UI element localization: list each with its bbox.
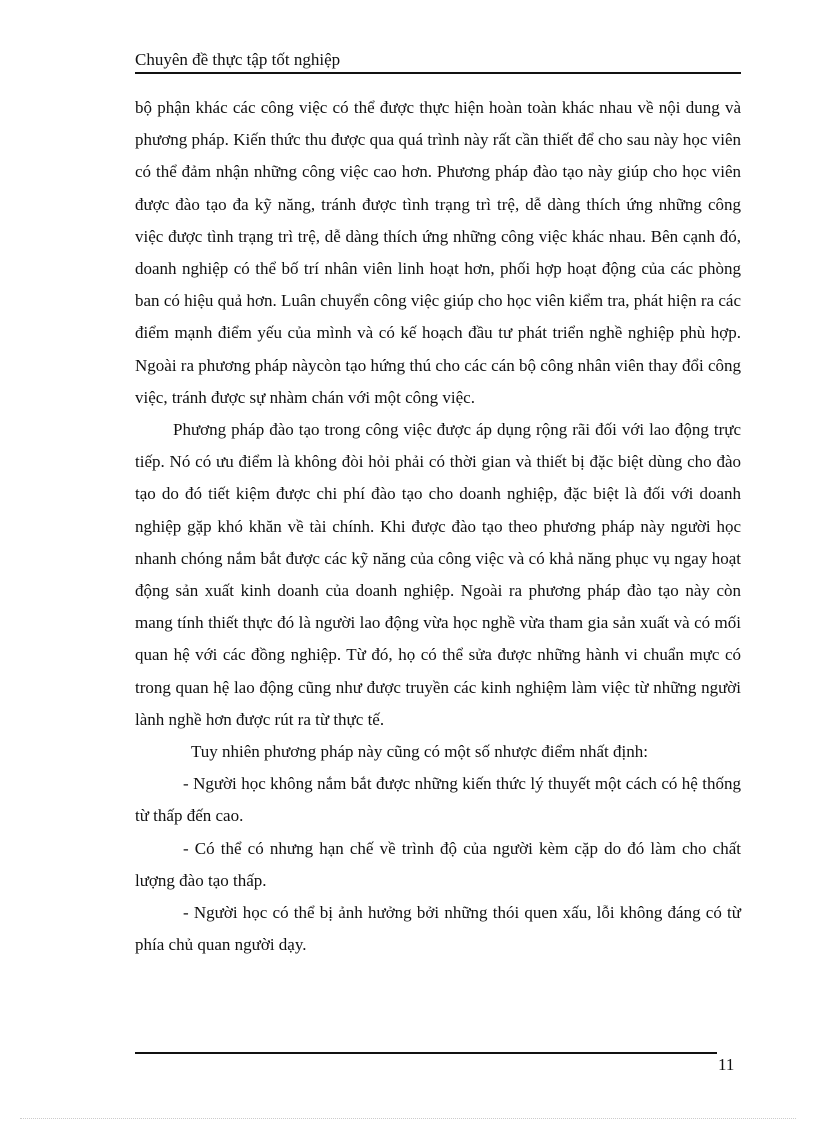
paragraph-disadvantages-intro: Tuy nhiên phương pháp này cũng có một số nhược điểm nhất định: [191, 742, 648, 762]
header-title: Chuyên đề thực tập tốt nghiệp [135, 50, 341, 69]
paragraph-continuation: bộ phận khác các công việc có thể được thực hiện hoàn toàn khác nhau về nội dung và phương pháp. Kiến thức thu được qua quá trình này rất cần thiết để cho sau này học viên có thể đảm nhận những công việc cao hơn. Phương pháp đào tạo này giúp cho học viên được đào tạo đa kỹ năng, tránh được tình trạng trì trệ, dễ dàng thích ứng những công việc được tình trạng trì trệ, dễ dàng thích ứng những công việc khác nhau. Bên cạnh đó, doanh nghiệp có thể bố trí nhân viên linh hoạt hơn, phối hợp hoạt động của các phòng ban có hiệu quả hơn. Luân chuyển công việc giúp cho học viên kiểm tra, phát hiện ra các điểm mạnh điểm yếu của mình và có kế hoạch đầu tư phát triển nghề nghiệp phù hợp. Ngoài ra phương pháp nàycòn tạo hứng thú cho các cán bộ công nhân viên thay đổi công việc, tránh được sự nhàm chán với một công việc. [135, 98, 741, 407]
list-item-disadvantage-1: - Người học không nắm bắt được những kiến thức lý thuyết một cách có hệ thống từ thấp đến cao. [135, 774, 741, 826]
document-body [135, 92, 741, 961]
footer-divider [135, 1052, 717, 1054]
page-bottom-edge [20, 1118, 796, 1119]
paragraph-on-the-job-training: Phương pháp đào tạo trong công việc được áp dụng rộng rãi đối với lao động trực tiếp. Nó có ưu điểm là không đòi hỏi phải có thời gian và thiết bị đặc biệt dùng cho đào tạo do đó tiết kiệm được chi phí đào tạo cho doanh nghiệp, đặc biệt là đối với doanh nghiệp gặp khó khăn về tài chính. Khi được đào tạo theo phương pháp này người học nhanh chóng nắm bắt được các kỹ năng của công việc và có khả năng phục vụ ngay hoạt động sản xuất kinh doanh của doanh nghiệp. Ngoài ra phương pháp đào tạo này còn mang tính thiết thực đó là người lao động vừa học nghề vừa tham gia sản xuất và có mối quan hệ với các đồng nghiệp. Từ đó, họ có thể sửa được những hành vi chuẩn mực có trong quan hệ lao động cũng như được truyền các kinh nghiệm làm việc từ những người lành nghề hơn được rút ra từ thực tế. [135, 420, 741, 729]
page-header [135, 50, 741, 74]
page-number: 11 [718, 1055, 735, 1074]
list-item-disadvantage-2: - Có thể có nhưng hạn chế về trình độ của người kèm cặp do đó làm cho chất lượng đào tạo thấp. [135, 838, 741, 890]
list-item-disadvantage-3: - Người học có thể bị ảnh hưởng bởi những thói quen xấu, lỗi không đáng có từ phía chủ quan người dạy. [135, 903, 741, 955]
